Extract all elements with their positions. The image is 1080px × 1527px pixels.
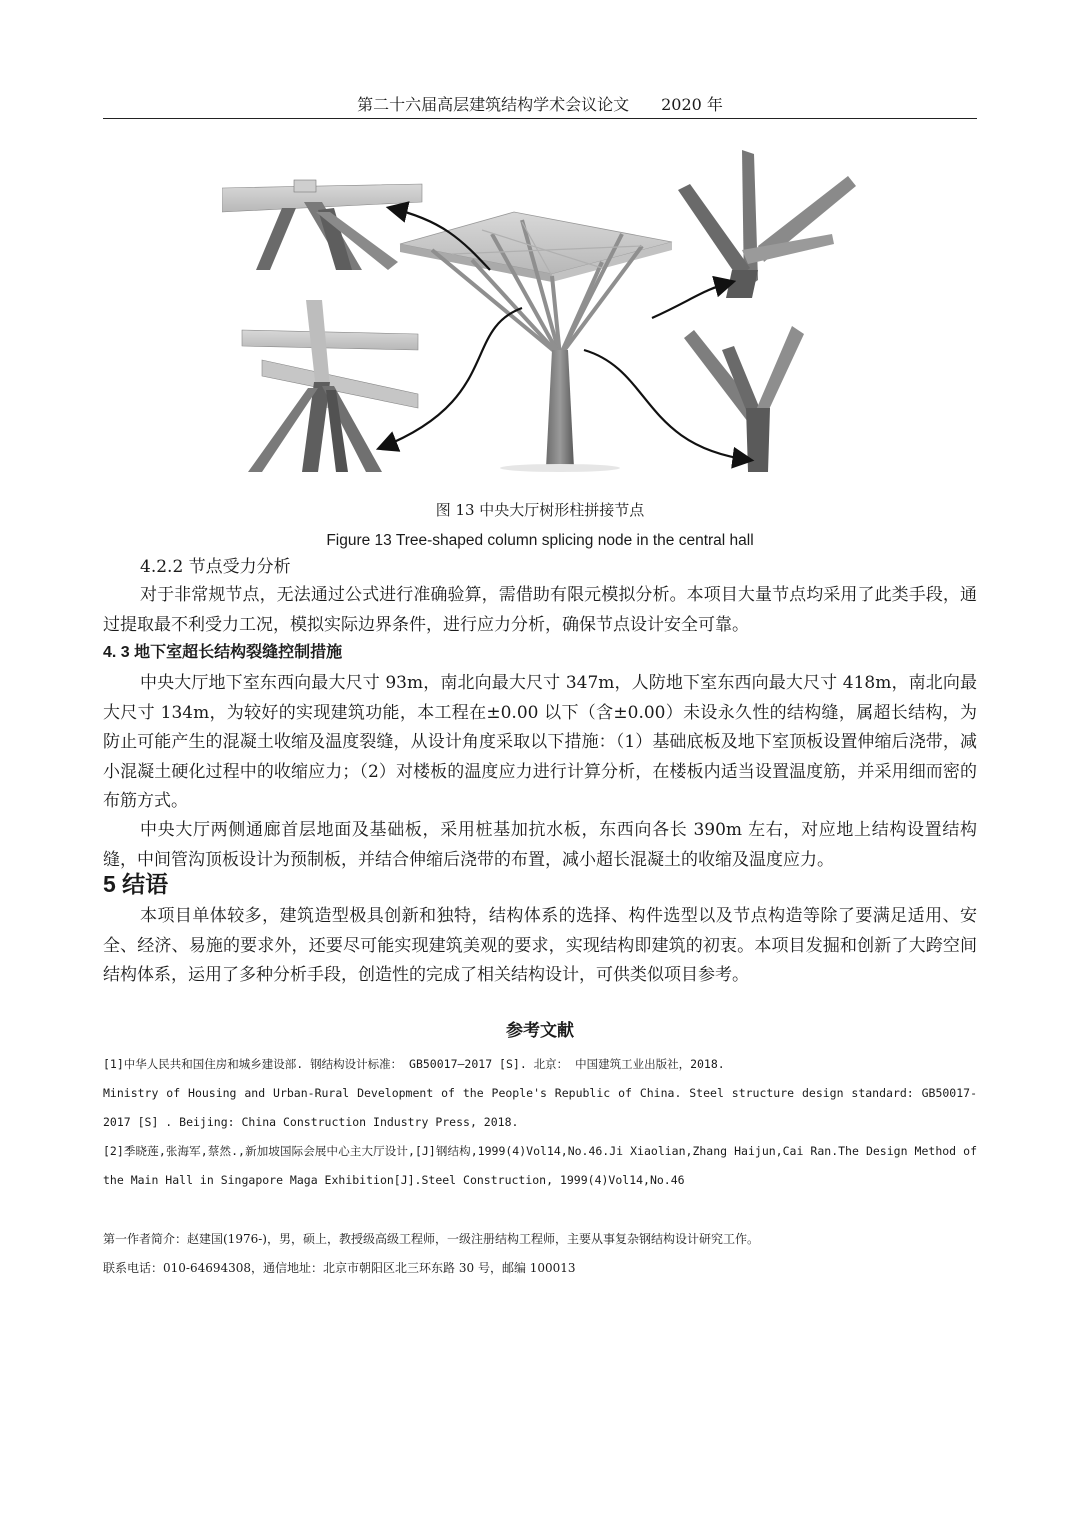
reference-1-cn: [1]中华人民共和国住房和城乡建设部. 钢结构设计标准： GB50017—2017 [S]. 北京： 中国建筑工业出版社，2018. — [103, 1057, 725, 1071]
node-detail-bottom-right — [684, 326, 804, 472]
running-header: 第二十六届高层建筑结构学术会议论文 2020 年 — [357, 95, 723, 114]
header-rule — [103, 118, 977, 119]
references-list — [103, 1050, 977, 1195]
author-info — [103, 1225, 977, 1283]
heading-4-3: 4. 3 地下室超长结构裂缝控制措施 — [103, 644, 343, 661]
node-detail-top-right — [678, 150, 856, 298]
node-detail-bottom-left — [242, 300, 418, 472]
figure-13 — [222, 150, 862, 472]
author-contact: 联系电话：010-64694308，通信地址：北京市朝阳区北三环东路 30 号，邮编 100013 — [103, 1261, 576, 1275]
author-bio: 第一作者简介：赵建国(1976-)，男，硕上，教授级高级工程师，一级注册结构工程师，主要从事复杂钢结构设计研究工作。 — [103, 1232, 759, 1246]
paragraph-5: 本项目单体较多，建筑造型极具创新和独特，结构体系的选择、构件选型以及节点构造等除了要满足适用、安全、经济、易施的要求外，还要尽可能实现建筑美观的要求，实现结构即建筑的初衷。本项目发掘和创新了大跨空间结构体系，运用了多种分析手段，创造性的完成了相关结构设计，可供类似项目参考。 — [103, 906, 977, 985]
tree-column-canopy — [400, 212, 672, 472]
tree-column-illustration — [222, 150, 862, 472]
heading-5: 5 结语 — [103, 871, 169, 897]
figure-caption-en: Figure 13 Tree-shaped column splicing node in the central hall — [326, 532, 754, 549]
paragraph-4-2-2: 对于非常规节点，无法通过公式进行准确验算，需借助有限元模拟分析。本项目大量节点均采用了此类手段，通过提取最不利受力工况，模拟实际边界条件，进行应力分析，确保节点设计安全可靠。 — [103, 585, 977, 635]
reference-2: [2]季晓莲,张海军,蔡然.,新加坡国际会展中心主大厅设计,[J]钢结构,1999(4)Vol14,No.46.Ji Xiaolian,Zhang Haijun,Cai Ran.The Design Method of the Main Hall in Singapore Maga Exhibition[J].Steel Construction, 1999(4)Vol14,No.46 — [103, 1144, 977, 1187]
figure-caption-cn: 图 13 中央大厅树形柱拼接节点 — [435, 501, 645, 519]
node-detail-top-left — [222, 180, 422, 270]
heading-4-2-2: 4.2.2 节点受力分析 — [140, 557, 291, 577]
reference-1-en: Ministry of Housing and Urban-Rural Development of the People's Republic of China. Steel structure design standard: GB50017-2017 [S] . Beijing: China Construction Industry Press, 2018. — [103, 1086, 977, 1129]
references-title: 参考文献 — [506, 1021, 574, 1041]
paragraph-4-3-1: 中央大厅地下室东西向最大尺寸 93m，南北向最大尺寸 347m，人防地下室东西向最大尺寸 418m，南北向最大尺寸 134m，为较好的实现建筑功能，本工程在±0.00 以下（含±0.00）未设永久性的结构缝，属超长结构，为防止可能产生的混凝土收缩及温度裂缝，从设计角度采取以下措施：（1）基础底板及地下室顶板设置伸缩后浇带，减小混凝土硬化过程中的收缩应力；（2）对楼板的温度应力进行计算分析，在楼板内适当设置温度筋，并采用细而密的布筋方式。 — [103, 673, 977, 811]
paragraph-4-3-2: 中央大厅两侧通廊首层地面及基础板，采用桩基加抗水板，东西向各长 390m 左右，对应地上结构设置结构缝，中间管沟顶板设计为预制板，并结合伸缩后浇带的布置，减小超长混凝土的收缩及温度应力。 — [103, 820, 977, 870]
